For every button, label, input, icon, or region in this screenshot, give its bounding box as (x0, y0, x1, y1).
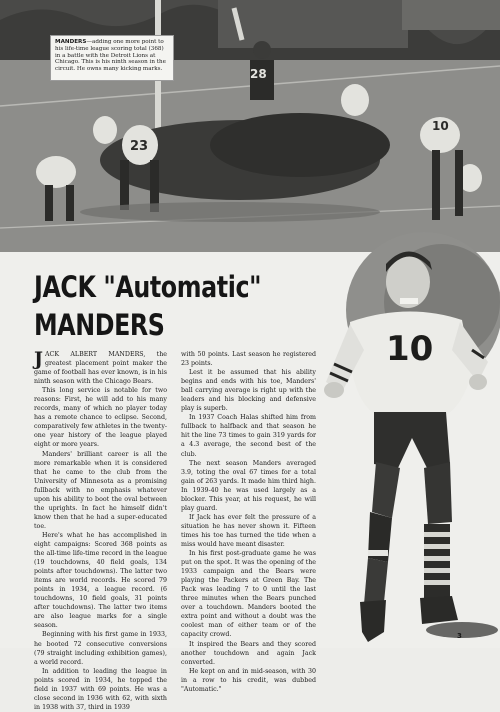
article-paragraph: In his first post-graduate game he was put on the spot. It was the opening of the 1933 campaign and the Bears were playing the Packers at Green Bay. The Pack was leading 7 to 0 until the last three minutes when the Bears punched over a touchdown. Manders booted the extra point and without a doubt was the coolest man of either team or of the capacity crowd. (181, 550, 316, 639)
page-number: 3 (457, 632, 462, 640)
photo-caption (50, 35, 174, 81)
portrait-jersey-number: 10 (386, 329, 434, 369)
article-paragraph: Manders' brilliant career is all the more remarkable when it is considered that he came to the club from the University of Minnesota as a promising fullback with no emphasis whatever upon his ability to boot the oval between the uprights. In fact he himself didn't know then that he had a super-educated toe. (34, 450, 167, 530)
article-column-1 (34, 350, 167, 712)
article-paragraph: If Jack has ever felt the pressure of a situation he has never shown it. Fifteen times his toe has turned the tide when a miss would have meant disaster. (181, 513, 316, 548)
article-paragraph: In addition to leading the league in points scored in 1934, he topped the field in 1937 with 69 points. He was a close second in 1936 with 62, with sixth in 1938 with 37, third in 1939 (34, 667, 167, 711)
article-title (34, 268, 261, 344)
caption-lead: MANDERS (55, 39, 87, 45)
runner-jersey-number: 23 (130, 139, 149, 154)
back-jersey-number: 10 (432, 119, 449, 133)
article-column-2 (181, 350, 316, 694)
caption-text: —adding one more point to his life-time league scoring total (368) in a battle with the Detroit Lions at Chicago. This is his ninth season in the circuit. He owns many kicking marks. (55, 39, 166, 73)
article-paragraph: He kept on and in mid-season, with 30 in a row to his credit, was dubbed "Automatic." (181, 667, 316, 693)
article-paragraph: The next season Manders averaged 3.9, toting the oval 67 times for a total gain of 263 yards. It made him third high. In 1939-40 he was used largely as a blocker. This year, at his request, he will play guard. (181, 459, 316, 512)
drop-cap: J (34, 348, 43, 370)
article-paragraph: This long service is notable for two reasons: First, he will add to his many records, many of which no player today has a remote chance to eclipse. Second, comparatively few athletes in the twenty-one year history of the league played eight or more years. (34, 387, 167, 449)
article-paragraph: Lest it be assumed that his ability begins and ends with his toe, Manders' ball carrying average is right up with the leaders and his blocking and defensive play is superb. (181, 369, 316, 413)
article-paragraph: with 50 points. Last season he registered 23 points. (181, 351, 316, 368)
article-paragraph: JACK ALBERT MANDERS, the greatest placement point maker the game of football has ever known, is in his ninth season with the Chicago Bears. (34, 348, 167, 386)
article-paragraph: It inspired the Bears and they scored another touchdown and again Jack converted. (181, 640, 316, 666)
center-jersey-number: 28 (250, 67, 267, 81)
title-line-1: JACK "Automatic" (34, 270, 262, 304)
article-paragraph: In 1937 Coach Halas shifted him from fullback to halfback and that season he hit the line 73 times to gain 319 yards for a 4.3 average, the second best of the club. (181, 414, 316, 458)
player-portrait-art (312, 232, 500, 648)
player-portrait (312, 232, 500, 648)
title-line-2: MANDERS (34, 308, 165, 342)
article-paragraph: Here's what he has accomplished in eight campaigns: Scored 368 points as the all-time life-time record in the league (19 touchdowns, 40 field goals, 134 points after touchdowns). The latter two items are world records. He scored 79 points in 1934, a league record. (6 touchdowns, 10 field goals, 31 points after touchdowns). The latter two items are also league marks for a single season. (34, 531, 167, 630)
article-paragraph: Beginning with his first game in 1933, he booted 72 consecutive conversions (79 straight including exhibition games), a world record. (34, 631, 167, 666)
